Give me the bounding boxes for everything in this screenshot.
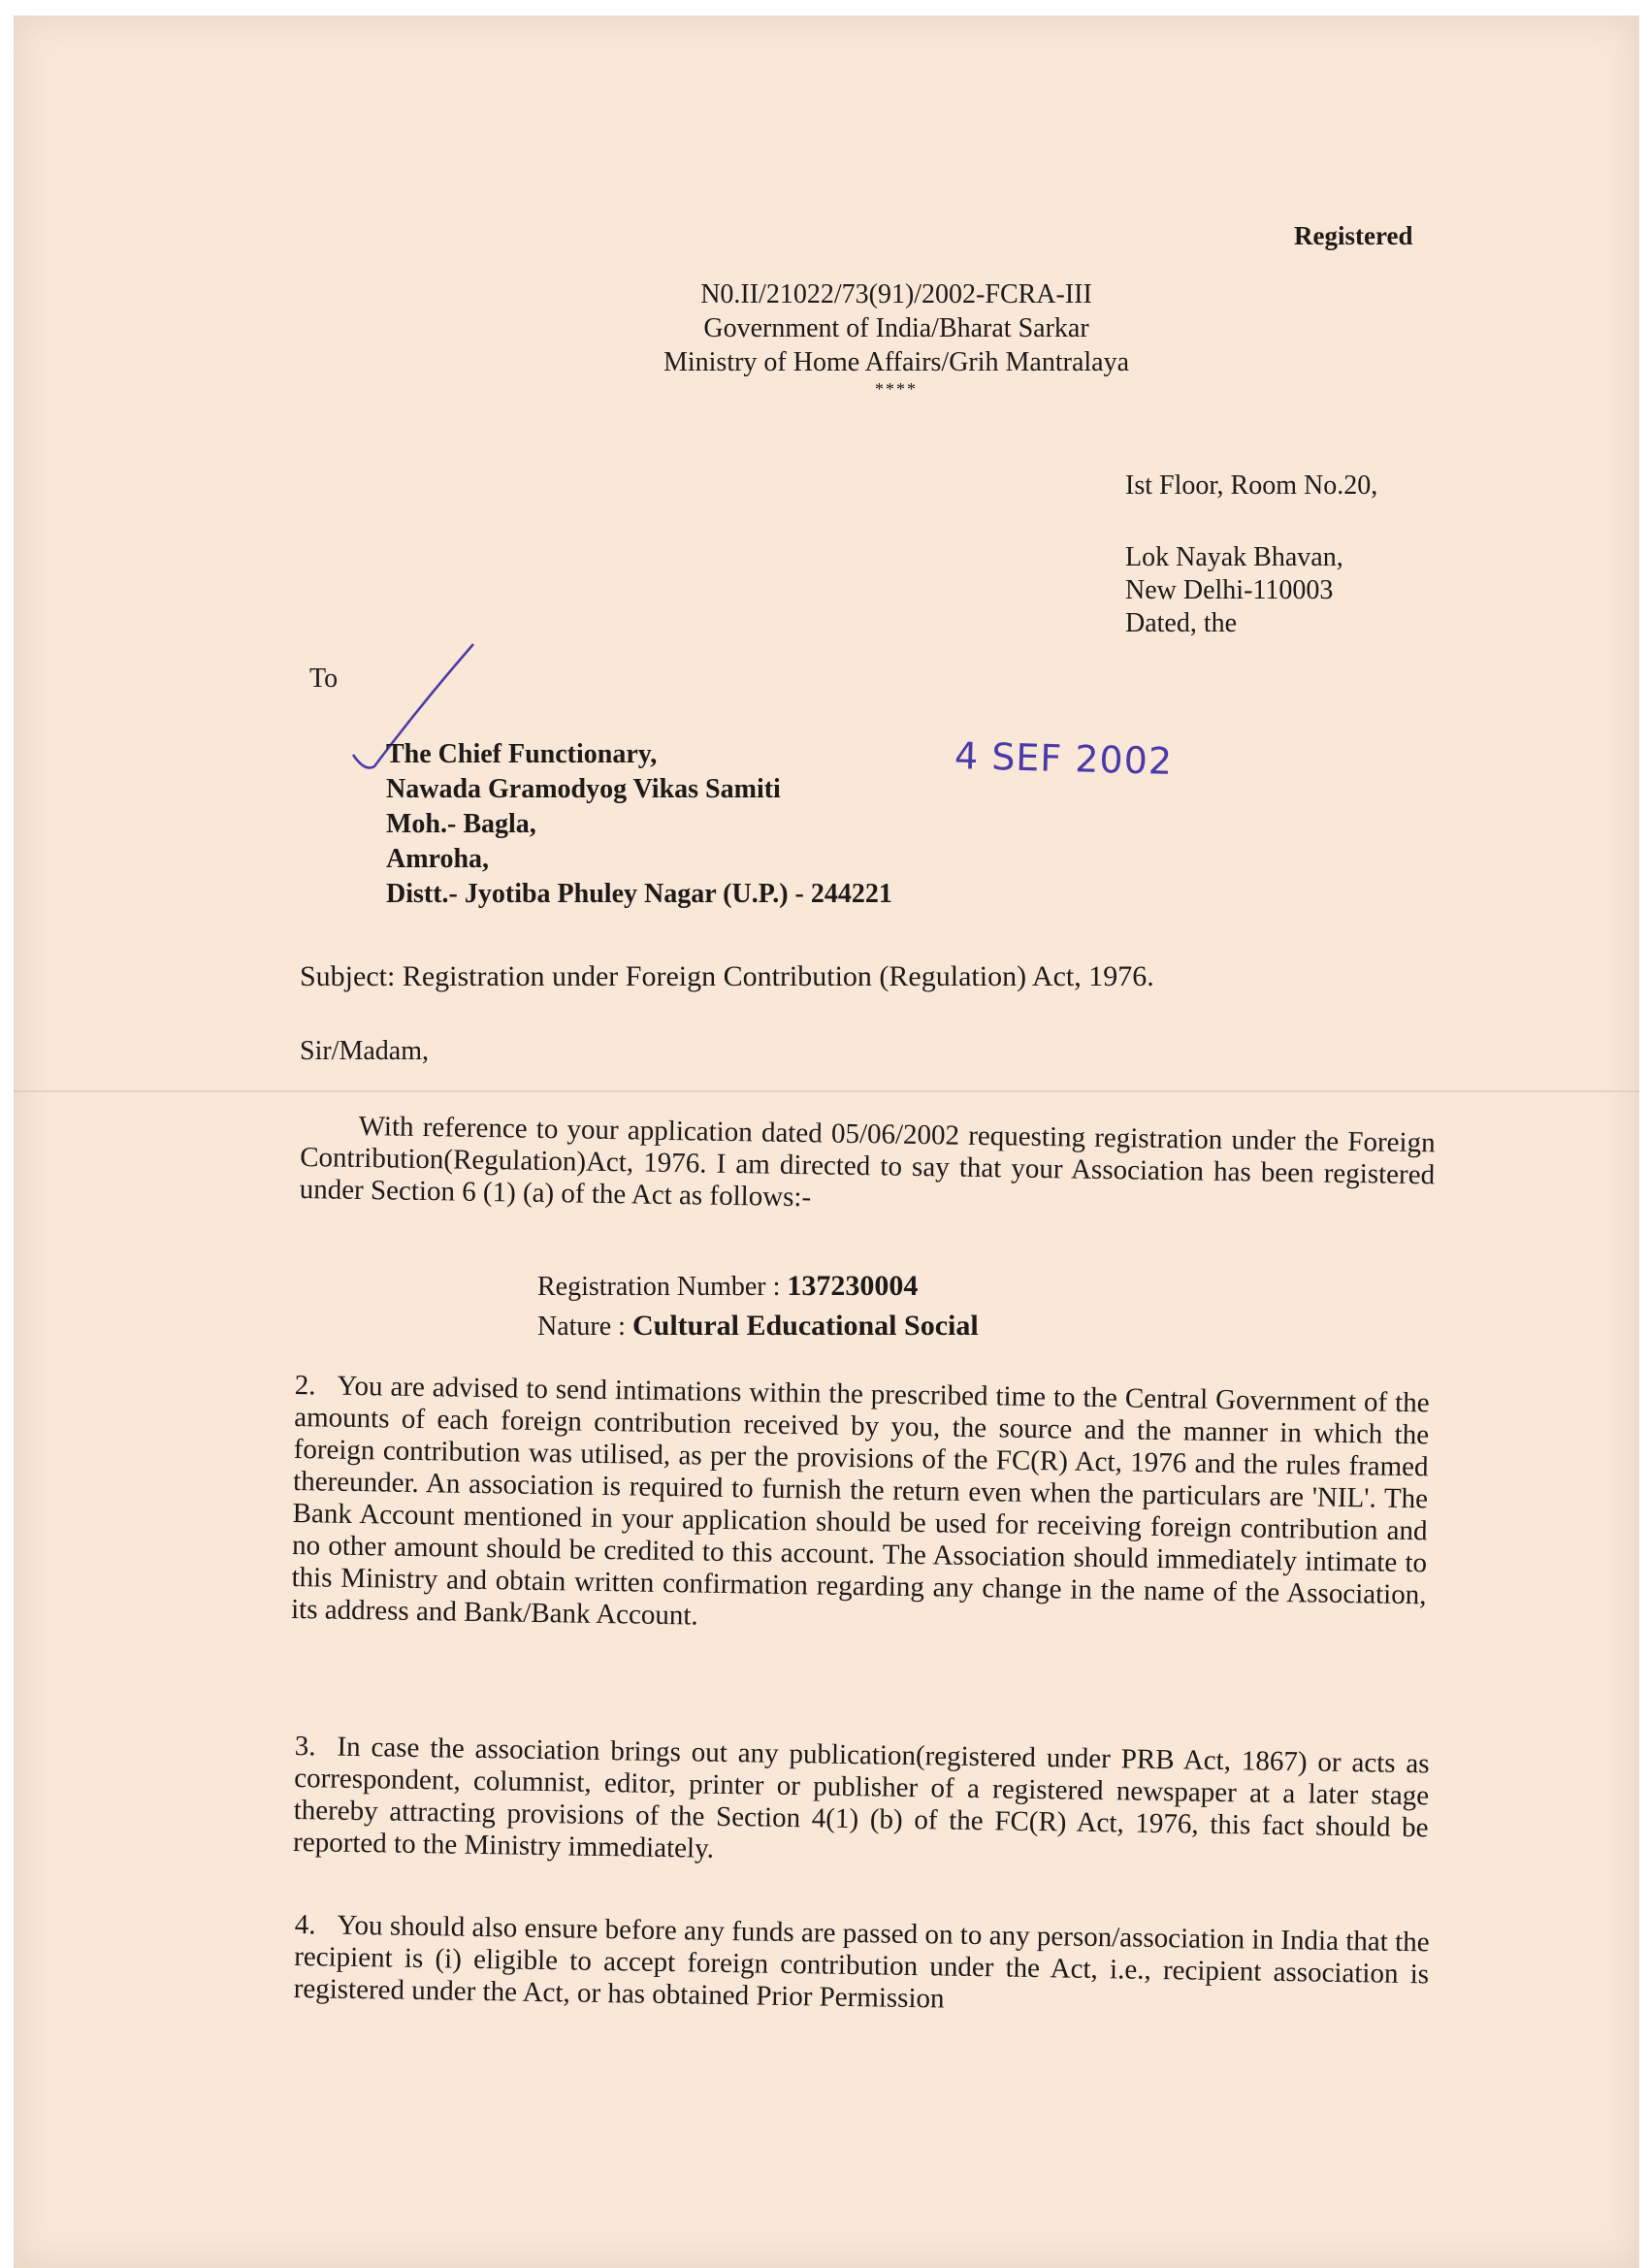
date-stamp: 4 SEF 2002 [954,734,1174,783]
letter-page [14,16,1639,2268]
salutation: Sir/Madam, [300,1036,429,1066]
addressee-district: Distt.- Jyotiba Phuley Nagar (U.P.) - 244221 [386,879,892,909]
ministry-name: Ministry of Home Affairs/Grih Mantralaya [663,347,1130,377]
registration-number-label: Registration Number : [537,1272,781,1302]
addressee-town: Amroha, [386,844,490,874]
paragraph-2 [291,1370,1430,1643]
header-separator: **** [875,379,918,399]
paragraph-3-text: In case the association brings out any publication(registered under PRB Act, 1867) or acts as correspondent, columnist, editor, printer or publisher of a registered newspaper at a later stage thereby attracting provisions of the Section 4(1) (b) of the FC(R) Act, 1976, this fact should be reported to the Ministry immediately. [292,1731,1430,1864]
addressee-title: The Chief Functionary, [386,739,658,769]
registration-number-row [537,1267,979,1307]
paragraph-3 [293,1731,1430,1876]
paragraph-1: With reference to your application dated 05/06/2002 requesting registration under the Foreign Contribution(Regulation)Act, 1976. I am directed to say that your Association has been registered under Section 6 (1) (a) of the Act as follows:- [299,1110,1436,1214]
office-building: Lok Nayak Bhavan, [1125,542,1343,572]
addressee-block [386,737,892,912]
subject-line: Subject: Registration under Foreign Contribution (Regulation) Act, 1976. [300,960,1154,992]
to-label: To [309,664,339,694]
paragraph-2-text: You are advised to send intimations within the prescribed time to the Central Government of the amounts of each foreign contribution received by you, the source and the manner in which the foreign contribution was utilised, as per the provisions of the FC(R) Act, 1976 and the rules framed thereunder. An association is required to furnish the return even when the particulars are 'NIL'. The Bank Account mentioned in your application should be used for receiving foreign contribution and no other amount should be credited to this account. The Association should immediately intimate to this Ministry and obtain written confirmation regarding any change in the name of the Association, its address and Bank/Bank Account. [290,1370,1430,1632]
office-city: New Delhi-110003 [1125,575,1334,605]
government-name: Government of India/Bharat Sarkar [703,313,1089,343]
paragraph-4-number: 4. [294,1909,316,1941]
nature-value: Cultural Educational Social [631,1310,979,1342]
paragraph-2-number: 2. [294,1370,316,1402]
registered-label: Registered [1294,221,1413,250]
paper-fold-line [14,1090,1639,1092]
nature-row [537,1307,979,1346]
letter-header [596,277,1197,399]
reference-number: N0.II/21022/73(91)/2002-FCRA-III [700,279,1092,309]
addressee-locality: Moh.- Bagla, [386,809,536,839]
office-dated: Dated, the [1125,608,1238,638]
paragraph-4 [293,1909,1429,2023]
paragraph-4-text: You should also ensure before any funds are passed on to any person/association in India that the recipient is (i) eligible to accept foreign contribution under the Act, i.e., recipient association is registered under the Act, or has obtained Prior Permission [293,1909,1430,2015]
registration-number-value: 137230004 [787,1270,919,1302]
addressee-organisation: Nawada Gramodyog Vikas Samiti [386,774,781,804]
nature-label: Nature : [537,1312,626,1342]
registration-details [537,1267,979,1346]
paragraph-3-number: 3. [294,1731,316,1763]
office-address [1125,470,1377,640]
office-floor: Ist Floor, Room No.20, [1125,470,1378,501]
